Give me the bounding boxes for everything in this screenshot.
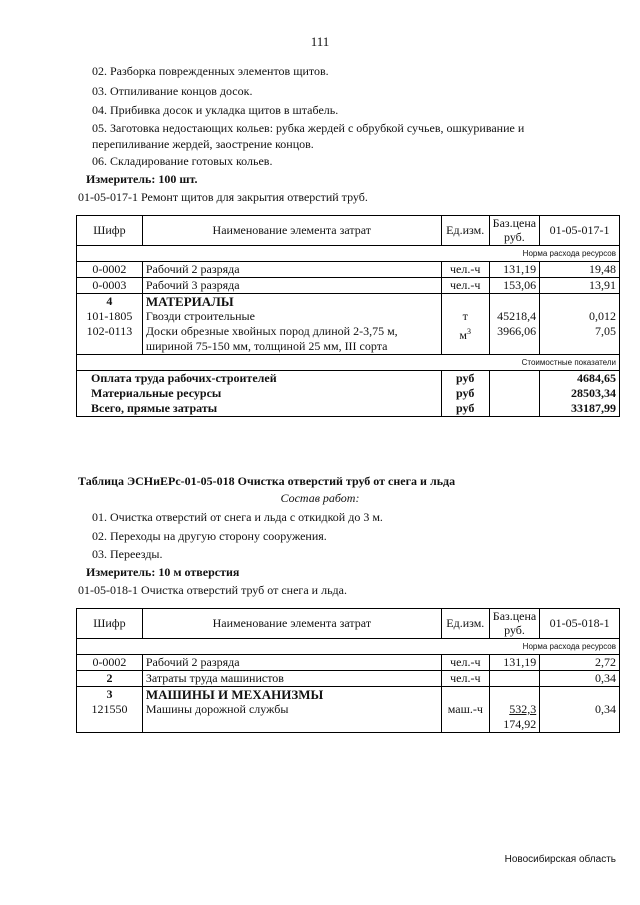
table-row: 2 Затраты труда машинистов чел.-ч 0,34 (77, 671, 620, 687)
op-line: 01. Очистка отверстий от снега и льда с откидкой до 3 м. (92, 510, 383, 524)
table-row: 121550 Машины дорожной службы маш.-ч 532,3 174,92 0,34 (77, 702, 620, 733)
norm-label: Норма расхода ресурсов (77, 639, 620, 655)
table-row: 4 МАТЕРИАЛЫ (77, 294, 620, 310)
op-line: перепиливание жердей, заострение концов. (92, 137, 314, 151)
header-norm-code: 01-05-018-1 (540, 609, 620, 639)
footer-region: Новосибирская область (504, 854, 616, 865)
table-row: 0-0002 Рабочий 2 разряда чел.-ч 131,19 2,72 (77, 655, 620, 671)
code-line: 01-05-017-1 Ремонт щитов для закрытия отверстий труб. (78, 190, 368, 204)
measure-label: Измеритель: 100 шт. (86, 172, 198, 186)
norm-label: Норма расхода ресурсов (77, 246, 620, 262)
total-row: Всего, прямые затраты руб 33187,99 (77, 401, 620, 417)
table-row: 0-0003 Рабочий 3 разряда чел.-ч 153,06 13,91 (77, 278, 620, 294)
cost-label: Стоимостные показатели (77, 355, 620, 371)
total-row: Материальные ресурсы руб 28503,34 (77, 386, 620, 401)
total-row: Оплата труда рабочих-строителей руб 4684,65 (77, 371, 620, 387)
code-line: 01-05-018-1 Очистка отверстий труб от снега и льда. (78, 583, 347, 597)
header-code: Шифр (77, 609, 143, 639)
op-line: 03. Отпиливание концов досок. (92, 84, 253, 98)
op-line: 02. Переходы на другую сторону сооружения. (92, 529, 327, 543)
header-price: Баз.цена руб. (489, 609, 539, 639)
table-row: 101-1805 Гвозди строительные т 45218,4 0,012 (77, 309, 620, 324)
header-name: Наименование элемента затрат (142, 609, 441, 639)
header-name: Наименование элемента затрат (142, 216, 441, 246)
header-price: Баз.цена руб. (489, 216, 539, 246)
table-subtitle: Состав работ: (280, 491, 360, 505)
header-code: Шифр (77, 216, 143, 246)
norm-table-2 (76, 608, 620, 733)
header-unit: Ед.изм. (441, 609, 489, 639)
header-norm-code: 01-05-017-1 (540, 216, 620, 246)
table-row: 0-0002 Рабочий 2 разряда чел.-ч 131,19 19,48 (77, 262, 620, 278)
norm-table-1 (76, 215, 620, 417)
op-line: 06. Складирование готовых кольев. (92, 154, 273, 168)
op-line: 04. Прибивка досок и укладка щитов в штабель. (92, 103, 339, 117)
table-row: 102-0113 Доски обрезные хвойных пород длиной 2-3,75 м, шириной 75-150 мм, толщиной 25 мм, III сорта $м^3$ 3966,06 7,05 (77, 324, 620, 355)
op-line: 03. Переезды. (92, 547, 163, 561)
header-unit: Ед.изм. (441, 216, 489, 246)
op-line: 02. Разборка поврежденных элементов щитов. (92, 64, 329, 78)
table-row: 3 МАШИНЫ И МЕХАНИЗМЫ (77, 687, 620, 703)
measure-label: Измеритель: 10 м отверстия (86, 565, 240, 579)
page-number: 111 (310, 34, 330, 49)
table-title: Таблица ЭСНиЕРс-01-05-018 Очистка отверстий труб от снега и льда (78, 474, 456, 488)
op-line: 05. Заготовка недостающих кольев: рубка жердей с обрубкой сучьев, ошкуривание и (92, 121, 525, 135)
